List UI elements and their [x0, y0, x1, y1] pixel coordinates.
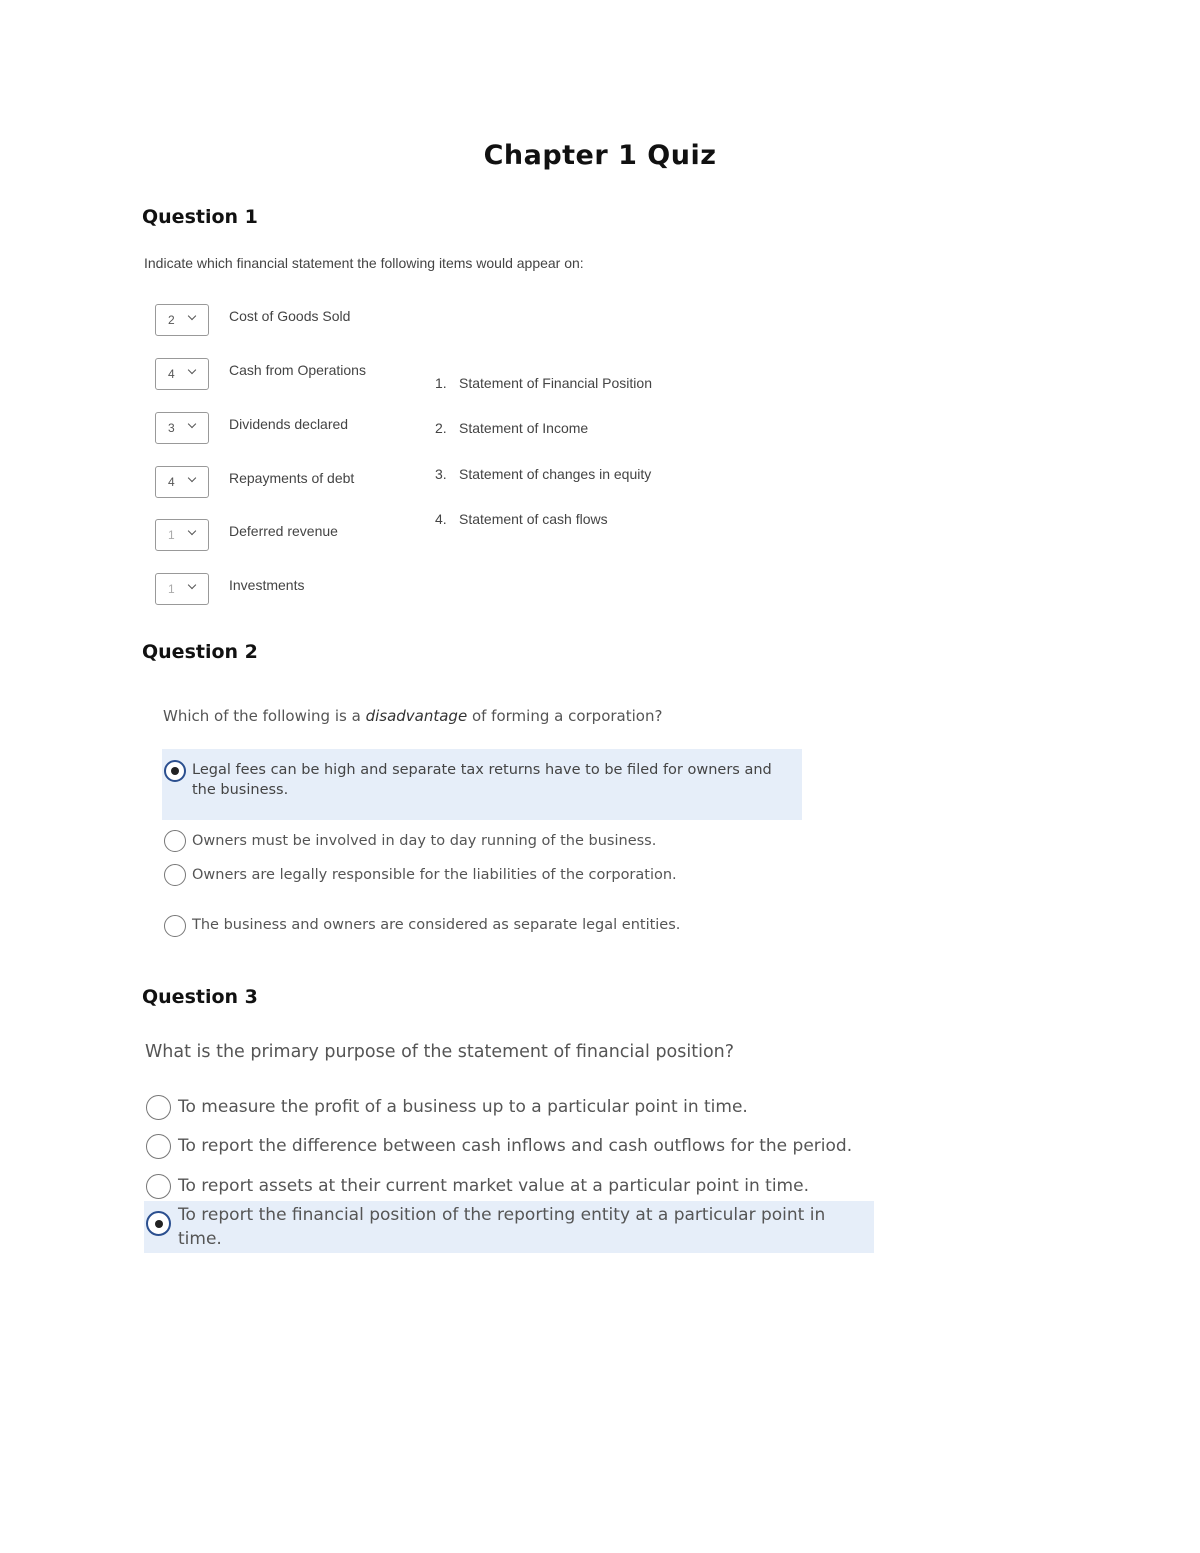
match-select[interactable] — [155, 412, 209, 444]
statement-option — [435, 466, 651, 482]
answer-line: the business. — [192, 782, 289, 798]
match-item-label: Cost of Goods Sold — [229, 308, 351, 324]
chevron-down-icon — [188, 366, 196, 374]
radio-icon[interactable] — [146, 1095, 171, 1120]
match-select[interactable] — [155, 519, 209, 551]
radio-icon[interactable] — [164, 864, 186, 886]
match-select[interactable] — [155, 466, 209, 498]
statement-option — [435, 420, 588, 436]
statement-option-label: Statement of cash flows — [459, 511, 608, 527]
answer-option-label: To report assets at their current market value at a particular point in time. — [178, 1176, 809, 1196]
answer-option-label: Owners must be involved in day to day running of the business. — [192, 833, 657, 849]
match-select[interactable] — [155, 358, 209, 390]
page-title: Chapter 1 Quiz — [483, 140, 717, 171]
answer-option-label: The business and owners are considered as separate legal entities. — [192, 917, 681, 933]
answer-option-label — [178, 1203, 825, 1251]
match-select-value: 1 — [168, 528, 175, 542]
chevron-down-icon — [188, 581, 196, 589]
answer-option-label — [192, 760, 772, 800]
match-item-label: Dividends declared — [229, 416, 349, 432]
chevron-down-icon — [188, 312, 196, 320]
match-item-label: Repayments of debt — [229, 470, 355, 486]
question-3-heading: Question 3 — [142, 986, 258, 1008]
match-select[interactable] — [155, 573, 209, 605]
chevron-down-icon — [188, 527, 196, 535]
match-item-label: Investments — [229, 577, 305, 593]
chevron-down-icon — [188, 420, 196, 428]
answer-option-label: To report the difference between cash inflows and cash outflows for the period. — [178, 1136, 853, 1156]
match-item-label: Cash from Operations — [229, 362, 366, 378]
answer-option-label: To measure the profit of a business up to a particular point in time. — [178, 1097, 748, 1117]
match-item-label: Deferred revenue — [229, 523, 338, 539]
match-select-value: 4 — [168, 367, 175, 381]
radio-checked-icon[interactable] — [146, 1211, 171, 1236]
question-2-prompt — [163, 707, 662, 725]
match-select-value: 1 — [168, 582, 175, 596]
question-1-heading: Question 1 — [142, 206, 258, 228]
statement-option-label: Statement of changes in equity — [459, 466, 652, 482]
match-select[interactable] — [155, 304, 209, 336]
radio-icon[interactable] — [146, 1134, 171, 1159]
prompt-text: of forming a corporation? — [467, 707, 663, 725]
radio-checked-icon[interactable] — [164, 760, 186, 782]
statement-option-number: 1. — [435, 375, 447, 391]
answer-line: time. — [178, 1229, 222, 1249]
question-3-prompt: What is the primary purpose of the statement of financial position? — [145, 1042, 735, 1062]
statement-option — [435, 375, 652, 391]
prompt-text: Which of the following is a — [163, 707, 366, 725]
answer-option-label: Owners are legally responsible for the liabilities of the corporation. — [192, 867, 677, 883]
statement-option-number: 3. — [435, 466, 447, 482]
statement-option-label: Statement of Income — [459, 420, 589, 436]
statement-option-number: 2. — [435, 420, 447, 436]
answer-line: To report the financial position of the reporting entity at a particular point in — [178, 1205, 826, 1225]
question-2-heading: Question 2 — [142, 641, 258, 663]
statement-option-label: Statement of Financial Position — [459, 375, 652, 391]
match-select-value: 3 — [168, 421, 175, 435]
answer-line: Legal fees can be high and separate tax returns have to be filed for owners and — [192, 762, 772, 778]
radio-icon[interactable] — [164, 915, 186, 937]
question-1-prompt: Indicate which financial statement the following items would appear on: — [144, 255, 584, 271]
statement-option-number: 4. — [435, 511, 447, 527]
radio-icon[interactable] — [164, 830, 186, 852]
prompt-emphasis: disadvantage — [365, 707, 468, 725]
statement-option — [435, 511, 608, 527]
match-select-value: 4 — [168, 475, 175, 489]
match-select-value: 2 — [168, 313, 175, 327]
radio-icon[interactable] — [146, 1174, 171, 1199]
chevron-down-icon — [188, 474, 196, 482]
